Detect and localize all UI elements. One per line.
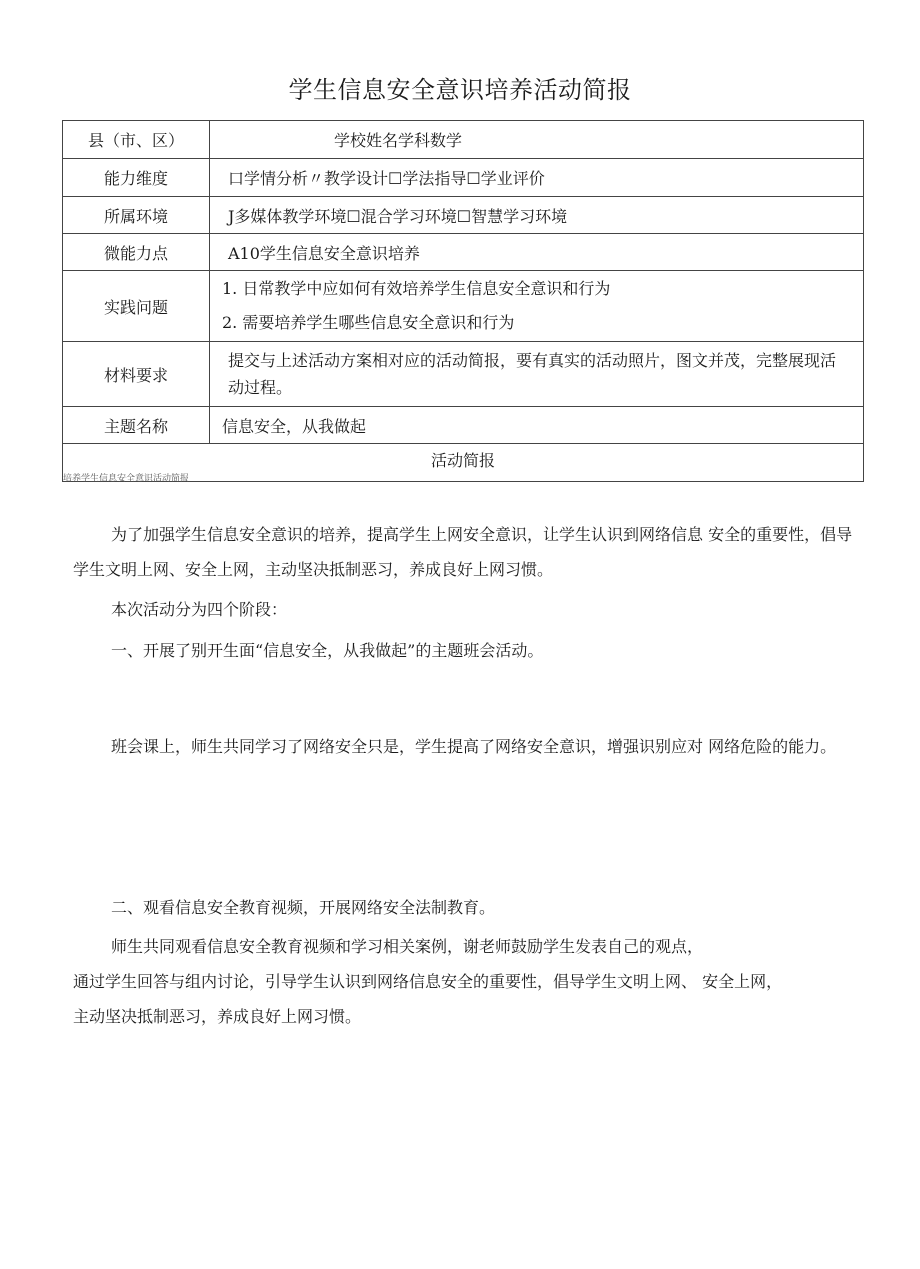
table-row	[63, 121, 864, 159]
paragraph-stage-two: 二、观看信息安全教育视频，开展网络安全法制教育。	[111, 898, 496, 917]
row-label-environment: 所属环境	[63, 197, 210, 234]
material-requirement-text: 提交与上述活动方案相对应的活动简报，要有真实的活动照片，图文并茂，完整展现活动过程。	[228, 351, 837, 397]
brief-cell	[63, 444, 864, 482]
row-label-material: 材料要求	[63, 342, 210, 407]
row-value-material	[210, 342, 864, 407]
row-value-ability: 口学情分析〃教学设计☐学法指导☐学业评价	[210, 159, 864, 197]
row-label-topic: 主题名称	[63, 407, 210, 444]
row-value-practice	[210, 271, 864, 342]
table-row	[63, 234, 864, 271]
paragraph-intro: 为了加强学生信息安全意识的培养，提高学生上网安全意识，让学生认识到网络信息 安全的重要性，倡导学生文明上网、安全上网，主动坚决抵制恶习，养成良好上网习惯。	[73, 525, 853, 579]
row-value-school: 学校姓名学科数学	[210, 121, 864, 159]
paragraph-video-line-1: 师生共同观看信息安全教育视频和学习相关案例，谢老师鼓励学生发表自己的观点，	[111, 937, 704, 956]
info-table	[62, 120, 864, 482]
paragraph-class-meeting: 班会课上，师生共同学习了网络安全只是，学生提高了网络安全意识，增强识别应对 网络危险的能力。	[111, 737, 837, 756]
practice-question-2: 2. 需要培养学生哪些信息安全意识和行为	[222, 313, 515, 332]
table-row	[63, 342, 864, 407]
page-title: 学生信息安全意识培养活动简报	[288, 76, 632, 104]
table-row	[63, 444, 864, 482]
row-value-environment: J多媒体教学环境☐混合学习环境☐智慧学习环境	[210, 197, 864, 234]
paragraph-video-line-2: 通过学生回答与组内讨论，引导学生认识到网络信息安全的重要性，倡导学生文明上网、 安全上网，	[73, 972, 783, 991]
brief-caption: 培养学生信息安全意识活动简报	[63, 474, 190, 484]
row-label-micro-ability: 微能力点	[63, 234, 210, 271]
table-row	[63, 197, 864, 234]
row-label-county: 县（市、区）	[63, 121, 210, 159]
paragraph-video	[73, 929, 865, 1034]
paragraph-stage-one: 一、开展了别开生面“信息安全，从我做起”的主题班会活动。	[111, 641, 544, 660]
brief-title: 活动简报	[430, 451, 495, 470]
paragraph-video-line-3: 主动坚决抵制恶习，养成良好上网习惯。	[73, 1007, 362, 1026]
table-row	[63, 271, 864, 342]
row-value-micro-ability: A10学生信息安全意识培养	[210, 234, 864, 271]
paragraph-stages: 本次活动分为四个阶段：	[111, 600, 288, 619]
table-row	[63, 159, 864, 197]
table-row	[63, 407, 864, 444]
practice-question-1: 1. 日常教学中应如何有效培养学生信息安全意识和行为	[222, 279, 611, 298]
row-label-practice: 实践问题	[63, 271, 210, 342]
row-label-ability: 能力维度	[63, 159, 210, 197]
row-value-topic: 信息安全，从我做起	[210, 407, 864, 444]
